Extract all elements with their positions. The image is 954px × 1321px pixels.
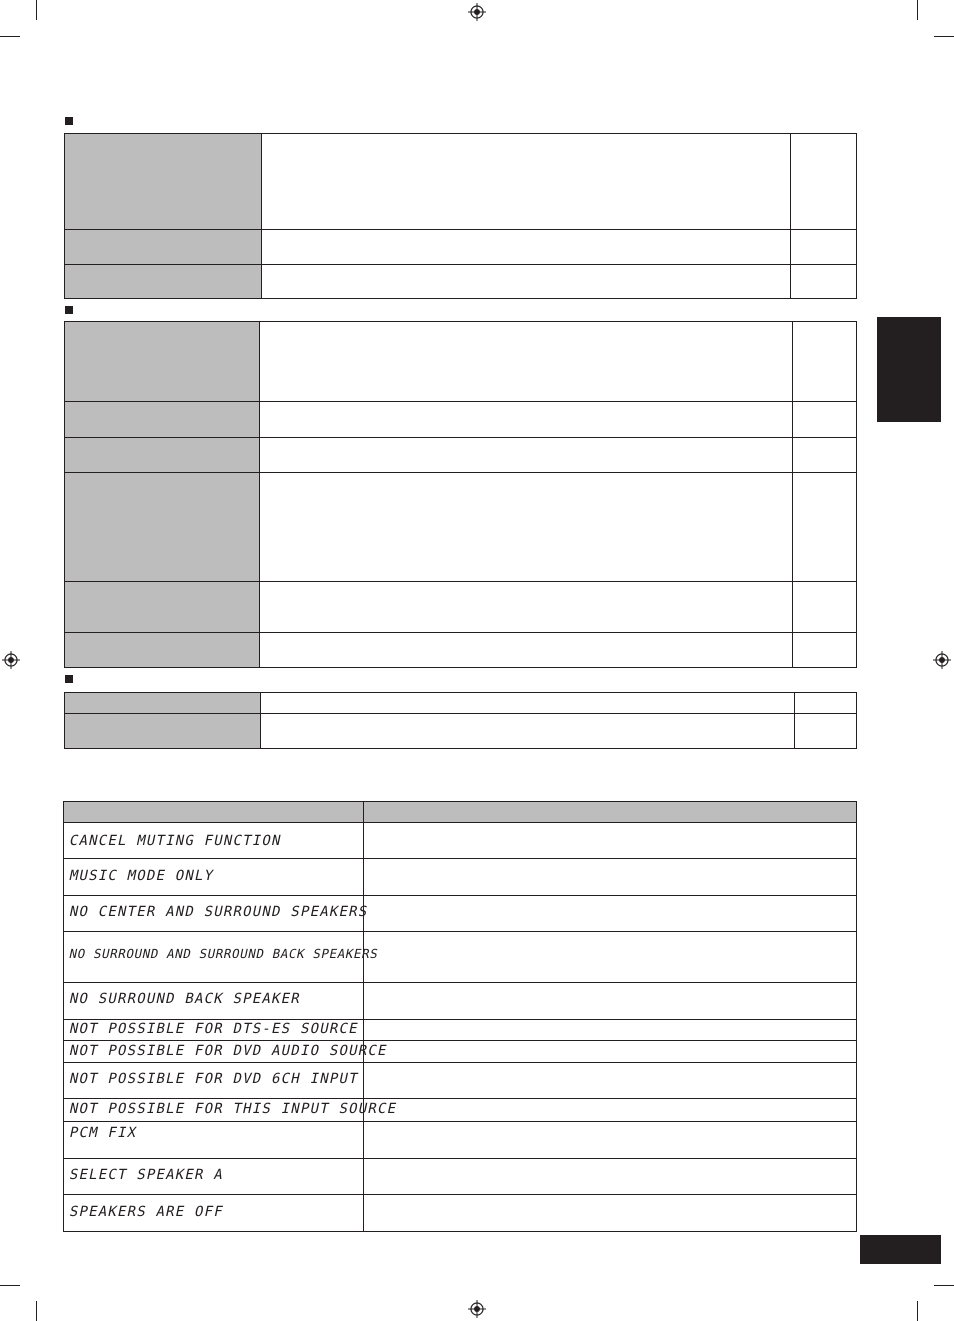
registration-mark-icon [933,651,951,669]
crop-mark-bl-h [0,1285,20,1286]
crop-mark-tl-h [0,36,20,37]
table-cell-message: NOT POSSIBLE FOR DTS-ES SOURCE [68,1021,361,1037]
section-2-table [64,321,857,668]
crop-mark-tl-v [36,0,37,20]
crop-mark-br-h [934,1285,954,1286]
table-cell-message: NO CENTER AND SURROUND SPEAKERS [68,904,370,920]
square-bullet-icon [65,117,73,125]
table-cell-message: NOT POSSIBLE FOR DVD AUDIO SOURCE [68,1043,390,1059]
section-3-label-col [65,693,260,748]
square-bullet-icon [65,306,73,314]
table-header-row [64,802,856,822]
registration-mark-icon [468,3,486,21]
crop-mark-tr-h [934,36,954,37]
crop-mark-bl-v [36,1301,37,1321]
table-cell-message: SELECT SPEAKER A [68,1167,226,1183]
table-cell-message: PCM FIX [68,1125,139,1141]
side-tab [877,317,941,422]
section-1-table [64,133,857,299]
section-1-label-col [65,134,261,298]
crop-mark-tr-v [917,0,918,20]
table-cell-message: NO SURROUND BACK SPEAKER [68,991,303,1007]
table-cell-message: SPEAKERS ARE OFF [68,1204,226,1220]
page-number-box [860,1235,941,1264]
registration-mark-icon [468,1300,486,1318]
crop-mark-br-v [917,1301,918,1321]
table-cell-message: NO SURROUND AND SURROUND BACK SPEAKERS [68,946,380,961]
table-cell-message: NOT POSSIBLE FOR THIS INPUT SOURCE [68,1101,399,1117]
registration-mark-icon [2,651,20,669]
section-3-table [64,692,857,749]
square-bullet-icon [65,675,73,683]
table-cell-message: MUSIC MODE ONLY [68,868,216,884]
table-cell-message: NOT POSSIBLE FOR DVD 6CH INPUT [68,1071,361,1087]
section-2-label-col [65,322,259,667]
table-cell-message: CANCEL MUTING FUNCTION [68,833,284,849]
